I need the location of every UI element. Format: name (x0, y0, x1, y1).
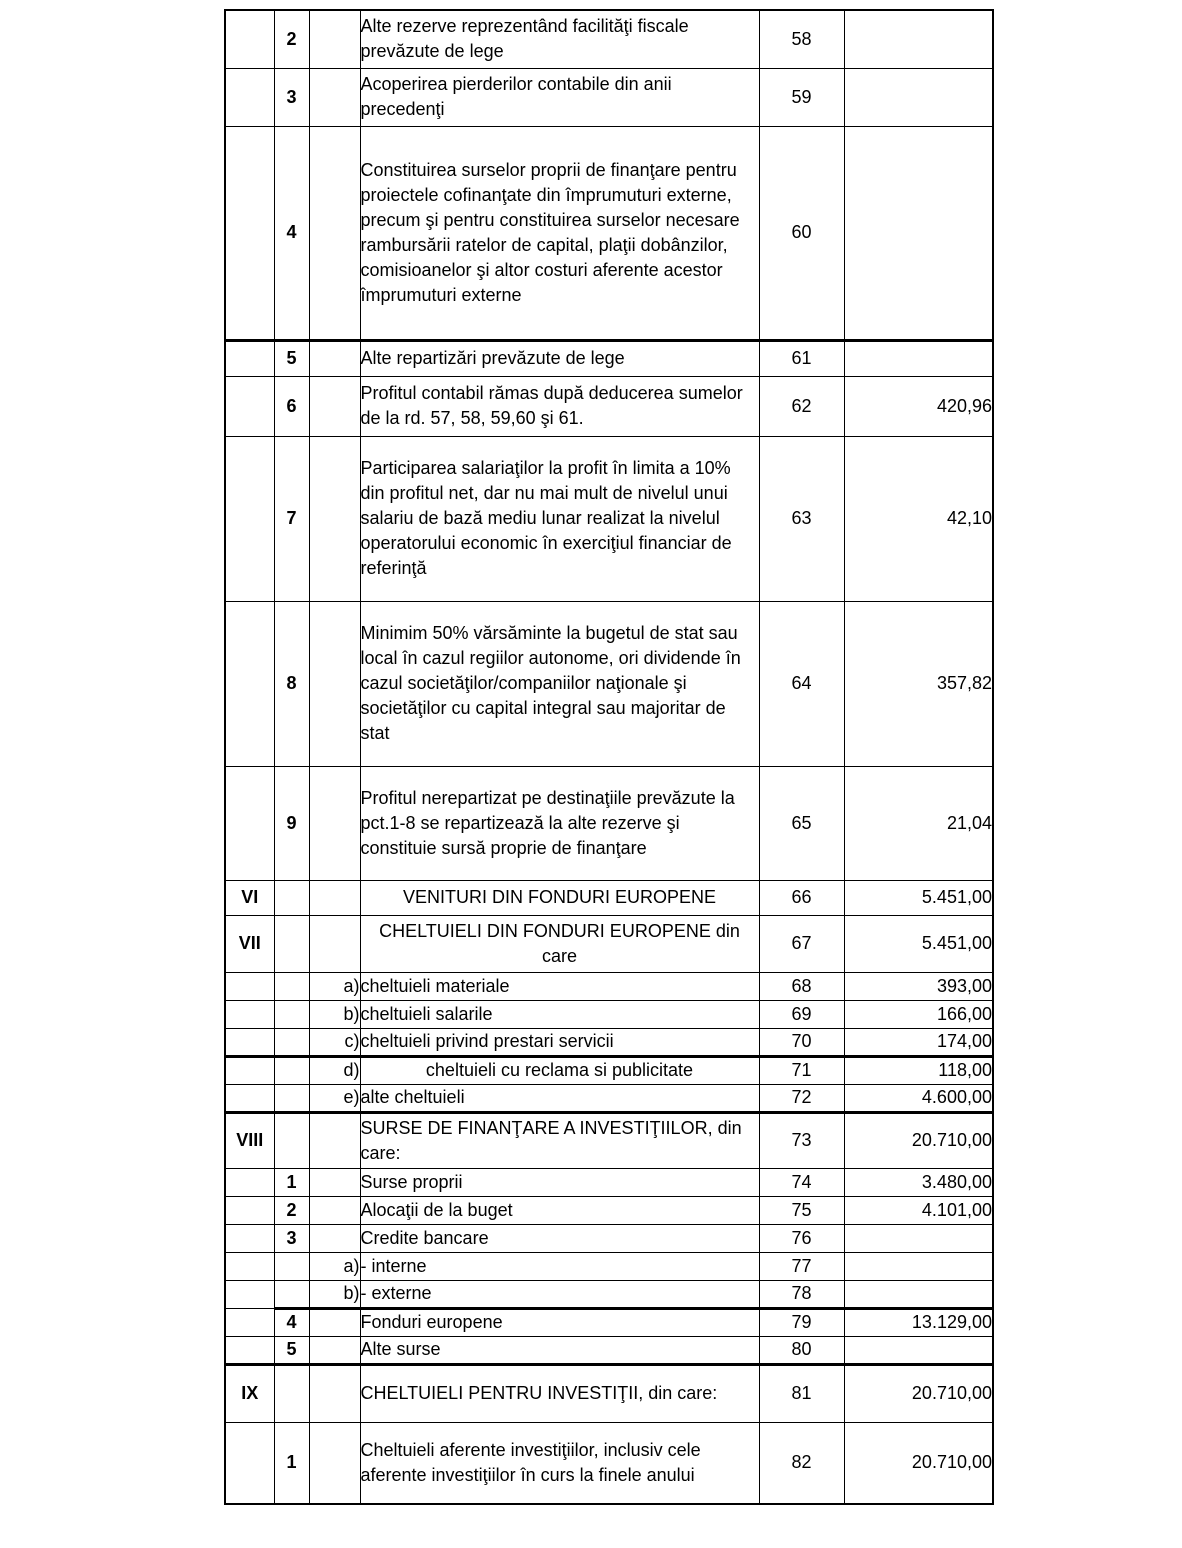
roman-cell (225, 1308, 274, 1336)
roman-cell (225, 766, 274, 880)
description-cell: Alte surse (360, 1336, 759, 1364)
value-cell: 118,00 (844, 1056, 993, 1084)
roman-cell (225, 340, 274, 376)
description-cell: SURSE DE FINANŢARE A INVESTIŢIILOR, din care: (360, 1112, 759, 1168)
number-cell: 9 (274, 766, 309, 880)
value-cell (844, 1280, 993, 1308)
sub-cell (309, 10, 360, 68)
roman-cell (225, 1196, 274, 1224)
table-row (225, 880, 993, 915)
roman-cell (225, 1422, 274, 1504)
description-cell: Participarea salariaţilor la profit în limita a 10% din profitul net, dar nu mai mult de nivelul unui salariu de bază mediu lunar realizat la nivelul operatorului economic în exerciţiul financiar de referinţă (360, 436, 759, 601)
number-cell: 3 (274, 68, 309, 126)
sub-cell (309, 601, 360, 766)
row-code-cell: 65 (759, 766, 844, 880)
description-cell: Constituirea surselor proprii de finanţare pentru proiectele cofinanţate din împrumuturi externe, precum şi pentru constituirea surselor necesare rambursării ratelor de capital, plaţii dobânzilor, comisioanelor şi altor costuri aferente acestor împrumuturi externe (360, 126, 759, 340)
row-code-cell: 73 (759, 1112, 844, 1168)
row-code-cell: 72 (759, 1084, 844, 1112)
row-code-cell: 82 (759, 1422, 844, 1504)
value-cell: 20.710,00 (844, 1364, 993, 1422)
sub-cell: b) (309, 1000, 360, 1028)
table-row (225, 1422, 993, 1504)
row-code-cell: 60 (759, 126, 844, 340)
description-cell: cheltuieli cu reclama si publicitate (360, 1056, 759, 1084)
roman-cell (225, 1168, 274, 1196)
description-cell: Alte repartizări prevăzute de lege (360, 340, 759, 376)
sub-cell: d) (309, 1056, 360, 1084)
table-row (225, 1280, 993, 1308)
number-cell (274, 1000, 309, 1028)
table-row (225, 1224, 993, 1252)
number-cell: 1 (274, 1422, 309, 1504)
description-cell: - externe (360, 1280, 759, 1308)
number-cell (274, 1056, 309, 1084)
row-code-cell: 63 (759, 436, 844, 601)
number-cell: 6 (274, 376, 309, 436)
description-cell: CHELTUIELI DIN FONDURI EUROPENE din care (360, 915, 759, 972)
row-code-cell: 64 (759, 601, 844, 766)
sub-cell: a) (309, 1252, 360, 1280)
value-cell: 420,96 (844, 376, 993, 436)
roman-cell (225, 436, 274, 601)
row-code-cell: 75 (759, 1196, 844, 1224)
number-cell (274, 1084, 309, 1112)
value-cell: 21,04 (844, 766, 993, 880)
sub-cell (309, 915, 360, 972)
number-cell (274, 880, 309, 915)
table-row (225, 340, 993, 376)
sub-cell (309, 68, 360, 126)
number-cell: 4 (274, 126, 309, 340)
table-row (225, 1336, 993, 1364)
table-row (225, 1028, 993, 1056)
table-row (225, 1196, 993, 1224)
value-cell (844, 1336, 993, 1364)
value-cell: 20.710,00 (844, 1112, 993, 1168)
table-row (225, 1168, 993, 1196)
number-cell (274, 1028, 309, 1056)
description-cell: cheltuieli salarile (360, 1000, 759, 1028)
sub-cell (309, 1422, 360, 1504)
table-row (225, 1364, 993, 1422)
roman-cell (225, 1336, 274, 1364)
description-cell: Profitul nerepartizat pe destinaţiile prevăzute la pct.1-8 se repartizează la alte rezerve şi constituie sursă proprie de finanţare (360, 766, 759, 880)
number-cell: 8 (274, 601, 309, 766)
number-cell (274, 1280, 309, 1308)
sub-cell: b) (309, 1280, 360, 1308)
row-code-cell: 59 (759, 68, 844, 126)
description-cell: Credite bancare (360, 1224, 759, 1252)
financial-table (224, 9, 994, 1505)
number-cell: 7 (274, 436, 309, 601)
description-cell: - interne (360, 1252, 759, 1280)
row-code-cell: 66 (759, 880, 844, 915)
row-code-cell: 70 (759, 1028, 844, 1056)
sub-cell (309, 1196, 360, 1224)
roman-cell (225, 126, 274, 340)
number-cell: 4 (274, 1308, 309, 1336)
table-row (225, 10, 993, 68)
table-row (225, 1084, 993, 1112)
sub-cell (309, 376, 360, 436)
value-cell: 4.600,00 (844, 1084, 993, 1112)
roman-cell: VI (225, 880, 274, 915)
row-code-cell: 71 (759, 1056, 844, 1084)
roman-cell (225, 1000, 274, 1028)
sub-cell (309, 1224, 360, 1252)
table-row (225, 68, 993, 126)
value-cell: 5.451,00 (844, 915, 993, 972)
sub-cell (309, 1112, 360, 1168)
number-cell (274, 1252, 309, 1280)
roman-cell (225, 1084, 274, 1112)
sub-cell (309, 1364, 360, 1422)
roman-cell (225, 1280, 274, 1308)
sub-cell (309, 436, 360, 601)
description-cell: Alocaţii de la buget (360, 1196, 759, 1224)
row-code-cell: 67 (759, 915, 844, 972)
row-code-cell: 80 (759, 1336, 844, 1364)
table-row (225, 1308, 993, 1336)
row-code-cell: 69 (759, 1000, 844, 1028)
number-cell: 1 (274, 1168, 309, 1196)
row-code-cell: 78 (759, 1280, 844, 1308)
table-row (225, 1056, 993, 1084)
number-cell: 5 (274, 1336, 309, 1364)
sub-cell (309, 126, 360, 340)
value-cell (844, 340, 993, 376)
table-row (225, 1112, 993, 1168)
row-code-cell: 81 (759, 1364, 844, 1422)
roman-cell (225, 1028, 274, 1056)
sub-cell: c) (309, 1028, 360, 1056)
number-cell: 3 (274, 1224, 309, 1252)
value-cell (844, 1224, 993, 1252)
roman-cell (225, 376, 274, 436)
value-cell: 166,00 (844, 1000, 993, 1028)
description-cell: Alte rezerve reprezentând facilităţi fiscale prevăzute de lege (360, 10, 759, 68)
roman-cell (225, 1056, 274, 1084)
value-cell: 13.129,00 (844, 1308, 993, 1336)
description-cell: cheltuieli materiale (360, 972, 759, 1000)
row-code-cell: 62 (759, 376, 844, 436)
description-cell: alte cheltuieli (360, 1084, 759, 1112)
description-cell: Surse proprii (360, 1168, 759, 1196)
value-cell: 3.480,00 (844, 1168, 993, 1196)
row-code-cell: 79 (759, 1308, 844, 1336)
value-cell: 393,00 (844, 972, 993, 1000)
value-cell: 357,82 (844, 601, 993, 766)
number-cell: 2 (274, 10, 309, 68)
sub-cell (309, 1168, 360, 1196)
table-row (225, 1252, 993, 1280)
value-cell: 5.451,00 (844, 880, 993, 915)
document-page (224, 9, 994, 1505)
roman-cell (225, 601, 274, 766)
sub-cell: a) (309, 972, 360, 1000)
description-cell: CHELTUIELI PENTRU INVESTIŢII, din care: (360, 1364, 759, 1422)
row-code-cell: 61 (759, 340, 844, 376)
sub-cell: e) (309, 1084, 360, 1112)
row-code-cell: 68 (759, 972, 844, 1000)
table-row (225, 766, 993, 880)
roman-cell (225, 1224, 274, 1252)
value-cell: 42,10 (844, 436, 993, 601)
description-cell: Cheltuieli aferente investiţiilor, inclusiv cele aferente investiţiilor în curs la finele anului (360, 1422, 759, 1504)
description-cell: Acoperirea pierderilor contabile din anii precedenţi (360, 68, 759, 126)
roman-cell (225, 10, 274, 68)
sub-cell (309, 1336, 360, 1364)
row-code-cell: 58 (759, 10, 844, 68)
table-row (225, 915, 993, 972)
number-cell: 2 (274, 1196, 309, 1224)
number-cell (274, 1112, 309, 1168)
sub-cell (309, 880, 360, 915)
roman-cell: IX (225, 1364, 274, 1422)
value-cell: 4.101,00 (844, 1196, 993, 1224)
number-cell (274, 1364, 309, 1422)
roman-cell: VII (225, 915, 274, 972)
value-cell (844, 126, 993, 340)
table-row (225, 126, 993, 340)
sub-cell (309, 766, 360, 880)
row-code-cell: 74 (759, 1168, 844, 1196)
value-cell (844, 10, 993, 68)
table-row (225, 376, 993, 436)
table-row (225, 972, 993, 1000)
value-cell (844, 68, 993, 126)
roman-cell (225, 1252, 274, 1280)
table-row (225, 601, 993, 766)
number-cell (274, 972, 309, 1000)
number-cell (274, 915, 309, 972)
sub-cell (309, 340, 360, 376)
table-row (225, 436, 993, 601)
roman-cell (225, 68, 274, 126)
value-cell: 20.710,00 (844, 1422, 993, 1504)
number-cell: 5 (274, 340, 309, 376)
description-cell: cheltuieli privind prestari servicii (360, 1028, 759, 1056)
roman-cell: VIII (225, 1112, 274, 1168)
description-cell: Profitul contabil rămas după deducerea sumelor de la rd. 57, 58, 59,60 şi 61. (360, 376, 759, 436)
description-cell: VENITURI DIN FONDURI EUROPENE (360, 880, 759, 915)
row-code-cell: 77 (759, 1252, 844, 1280)
value-cell (844, 1252, 993, 1280)
value-cell: 174,00 (844, 1028, 993, 1056)
row-code-cell: 76 (759, 1224, 844, 1252)
description-cell: Minimim 50% vărsăminte la bugetul de stat sau local în cazul regiilor autonome, ori dividende în cazul societăţilor/companiilor naţionale şi societăţilor cu capital integral sau majoritar de stat (360, 601, 759, 766)
roman-cell (225, 972, 274, 1000)
description-cell: Fonduri europene (360, 1308, 759, 1336)
sub-cell (309, 1308, 360, 1336)
table-row (225, 1000, 993, 1028)
